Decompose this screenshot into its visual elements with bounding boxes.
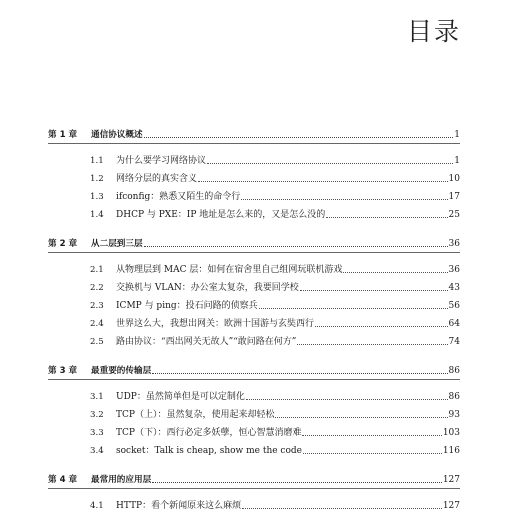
table-of-contents <box>48 125 460 525</box>
page-number: 64 <box>448 319 460 329</box>
section-title: 交换机与 VLAN：办公室太复杂，我要回学校 <box>116 283 299 293</box>
page-title: 目录 <box>406 17 461 46</box>
chapter-heading[interactable] <box>48 361 460 380</box>
toc-entry[interactable] <box>48 423 460 441</box>
section-number: 4.1 <box>90 501 104 511</box>
section-title: 世界这么大，我想出网关：欧洲十国游与玄奘西行 <box>116 319 315 329</box>
section-title: 从物理层到 MAC 层：如何在宿舍里自己组网玩联机游戏 <box>116 265 343 275</box>
dot-leader <box>302 424 441 436</box>
dot-leader <box>259 297 448 309</box>
dot-leader <box>297 333 447 345</box>
toc-entry[interactable] <box>48 260 460 278</box>
chapter-number: 第 4 章 <box>48 475 78 485</box>
toc-entry[interactable] <box>48 405 460 423</box>
chapter-heading[interactable] <box>48 125 460 144</box>
chapter-1 <box>48 125 460 223</box>
section-title: HTTP：看个新闻原来这么麻烦 <box>116 501 242 511</box>
toc-entry[interactable] <box>48 441 460 459</box>
section-number: 1.2 <box>90 174 104 184</box>
dot-leader <box>241 188 447 200</box>
section-number: 1.1 <box>90 156 104 166</box>
page-number: 86 <box>448 366 460 376</box>
section-title: 为什么要学习网络协议 <box>116 156 207 166</box>
chapter-heading[interactable] <box>48 470 460 489</box>
chapter-3 <box>48 361 460 459</box>
section-number: 2.4 <box>90 319 104 329</box>
toc-entry[interactable] <box>48 278 460 296</box>
toc-entry[interactable] <box>48 314 460 332</box>
section-number: 2.5 <box>90 337 104 347</box>
page-number: 17 <box>448 192 460 202</box>
chapter-heading[interactable] <box>48 234 460 253</box>
page-number: 74 <box>448 337 460 347</box>
page-number: 43 <box>448 283 460 293</box>
chapter-4 <box>48 470 460 514</box>
section-number: 2.3 <box>90 301 104 311</box>
chapter-title: 最常用的应用层 <box>91 475 152 485</box>
toc-entry[interactable] <box>48 169 460 187</box>
section-number: 2.1 <box>90 265 104 275</box>
dot-leader <box>144 235 448 247</box>
section-title: socket：Talk is cheap, show me the code <box>116 446 302 456</box>
section-title: ICMP 与 ping：投石问路的侦察兵 <box>116 301 258 311</box>
dot-leader <box>242 497 442 509</box>
dot-leader <box>152 362 447 374</box>
page-number: 86 <box>448 392 460 402</box>
chapter-title: 从二层到三层 <box>91 239 143 249</box>
section-number: 1.3 <box>90 192 104 202</box>
section-number: 3.3 <box>90 428 104 438</box>
page-number: 56 <box>448 301 460 311</box>
section-number: 3.1 <box>90 392 104 402</box>
section-title: 路由协议：“西出网关无故人”“敢问路在何方” <box>116 337 297 347</box>
section-title: ifconfig：熟悉又陌生的命令行 <box>116 192 241 202</box>
dot-leader <box>326 206 447 218</box>
page-number: 25 <box>448 210 460 220</box>
toc-entry[interactable] <box>48 387 460 405</box>
page-number: 36 <box>448 265 460 275</box>
section-title: UDP：虽然简单但是可以定制化 <box>116 392 245 402</box>
section-title: TCP（上）：虽然复杂，使用起来却轻松 <box>116 410 275 420</box>
page-number: 1 <box>454 130 460 140</box>
section-title: TCP（下）：西行必定多妖孽，恒心智慧消磨难 <box>116 428 302 438</box>
toc-entry[interactable] <box>48 496 460 514</box>
toc-entry[interactable] <box>48 205 460 223</box>
toc-entry[interactable] <box>48 296 460 314</box>
dot-leader <box>246 388 448 400</box>
page-number: 1 <box>454 156 460 166</box>
section-number: 3.2 <box>90 410 104 420</box>
chapter-number: 第 3 章 <box>48 366 78 376</box>
dot-leader <box>315 315 448 327</box>
page-number: 103 <box>442 428 460 438</box>
toc-entry[interactable] <box>48 151 460 169</box>
section-number: 1.4 <box>90 210 104 220</box>
chapter-title: 通信协议概述 <box>91 130 143 140</box>
section-title: 网络分层的真实含义 <box>116 174 198 184</box>
page-number: 93 <box>448 410 460 420</box>
section-title: DHCP 与 PXE：IP 地址是怎么来的，又是怎么没的 <box>116 210 326 220</box>
chapter-number: 第 2 章 <box>48 239 78 249</box>
dot-leader <box>152 471 442 483</box>
section-number: 2.2 <box>90 283 104 293</box>
dot-leader <box>303 442 442 454</box>
page-number: 116 <box>442 446 460 456</box>
toc-entry[interactable] <box>48 332 460 350</box>
dot-leader <box>275 406 447 418</box>
chapter-2 <box>48 234 460 350</box>
page-number: 36 <box>448 239 460 249</box>
dot-leader <box>144 126 454 138</box>
chapter-number: 第 1 章 <box>48 130 78 140</box>
dot-leader <box>198 170 448 182</box>
page-number: 127 <box>442 475 460 485</box>
section-number: 3.4 <box>90 446 104 456</box>
dot-leader <box>207 152 453 164</box>
page-number: 10 <box>448 174 460 184</box>
chapter-title: 最重要的传输层 <box>91 366 152 376</box>
page-number: 127 <box>442 501 460 511</box>
toc-entry[interactable] <box>48 187 460 205</box>
dot-leader <box>300 279 448 291</box>
dot-leader <box>343 261 447 273</box>
